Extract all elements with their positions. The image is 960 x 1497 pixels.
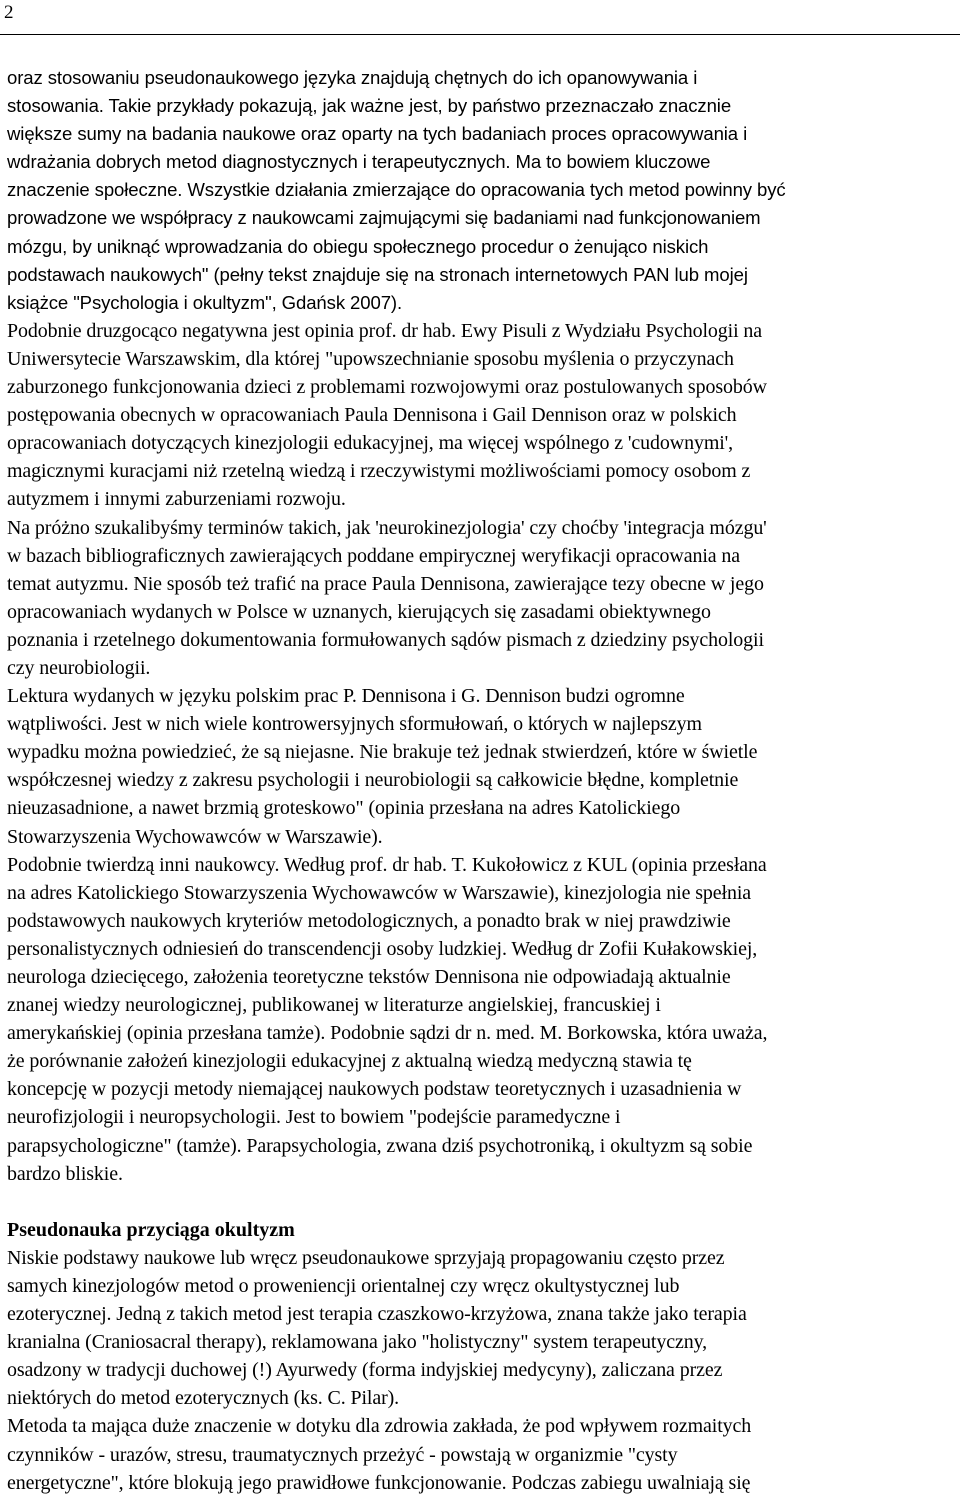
text-line: Lektura wydanych w języku polskim prac P. Dennisona i G. Dennison budzi ogromne [7, 685, 685, 708]
body-text-block [7, 64, 955, 1188]
text-line: wątpliwości. Jest w nich wiele kontrowersyjnych sformułowań, o których w najlepszym [7, 713, 702, 736]
text-line: czynników - urazów, stresu, traumatycznych przeżyć - powstają w organizmie "cysty [7, 1443, 678, 1466]
text-line: magicznymi kuracjami niż rzetelną wiedzą i rzeczywistymi możliwościami pomocy osobom z [7, 460, 751, 483]
text-line: wdrażania dobrych metod diagnostycznych i terapeutycznych. Ma to bowiem kluczowe [7, 151, 711, 173]
text-line: autyzmem i innymi zaburzeniami rozwoju. [7, 488, 346, 511]
text-line: opracowaniach wydanych w Polsce w uznanych, kierujących się zasadami obiektywnego [7, 600, 711, 623]
text-line: poznania i rzetelnego dokumentowania formułowanych sądów pismach z dziedziny psychologii [7, 628, 764, 651]
text-line: że porównanie założeń kinezjologii edukacyjnej z aktualną wiedzą medyczną stawia tę [7, 1050, 692, 1073]
text-line: Metoda ta mająca duże znaczenie w dotyku dla zdrowia zakłada, że pod wpływem rozmaitych [7, 1415, 752, 1438]
text-line: Uniwersytecie Warszawskim, dla której "upowszechnianie sposobu myślenia o przyczynach [7, 347, 734, 370]
page-number: 2 [4, 2, 14, 23]
text-line: mózgu, by uniknąć wprowadzania do obiegu społecznego procedur o żenująco niskich [7, 235, 709, 257]
section-heading: Pseudonauka przyciąga okultyzm [7, 1218, 295, 1241]
text-line: ezoterycznej. Jedną z takich metod jest terapia czaszkowo-krzyżowa, znana także jako terapia [7, 1303, 747, 1326]
text-line: Podobnie druzgocąco negatywna jest opinia prof. dr hab. Ewy Pisuli z Wydziału Psychologii na [7, 319, 763, 342]
text-line: współczesnej wiedzy z zakresu psychologii i neurobiologii są całkowicie błędne, kompletnie [7, 769, 739, 792]
text-line: personalistycznych odniesień do transcendencji osoby ludzkiej. Według dr Zofii Kułakowskiej, [7, 937, 758, 960]
text-line: kranialna (Craniosacral therapy), reklamowana jako "holistyczny" system terapeutyczny, [7, 1331, 708, 1354]
text-line: wypadku można powiedzieć, że są niejasne. Nie brakuje też jednak stwierdzeń, które w świetle [7, 741, 758, 764]
section-text-block [7, 1244, 955, 1497]
text-line: czy neurobiologii. [7, 656, 151, 679]
text-line: energetyczne", które blokują jego prawidłowe funkcjonowanie. Podczas zabiegu uwalniają się [7, 1471, 751, 1494]
text-line: stosowania. Takie przykłady pokazują, jak ważne jest, by państwo przeznaczało znacznie [7, 95, 732, 117]
text-line: podstawach naukowych" (pełny tekst znajduje się na stronach internetowych PAN lub mojej [7, 263, 748, 285]
text-line: podstawowych naukowych kryteriów metodologicznych, a ponadto brak w niej prawdziwie [7, 909, 731, 932]
text-line: koncepcję w pozycji metody niemającej naukowych podstaw teoretycznych i uzasadnienia w [7, 1078, 742, 1101]
document-body [7, 64, 955, 1497]
text-line: Na próżno szukalibyśmy terminów takich, jak 'neurokinezjologia' czy choćby 'integracja mózgu' [7, 516, 767, 539]
header-divider [0, 34, 960, 35]
text-line: Niskie podstawy naukowe lub wręcz pseudonaukowe sprzyjają propagowaniu często przez [7, 1246, 725, 1269]
text-line: osadzony w tradycji duchowej (!) Ayurwedy (forma indyjskiej medycyny), zaliczana przez [7, 1359, 723, 1382]
text-line: znaczenie społeczne. Wszystkie działania zmierzające do opracowania tych metod powinny być [7, 179, 786, 201]
text-line: amerykańskiej (opinia przesłana tamże). Podobnie sądzi dr n. med. M. Borkowska, która uważa, [7, 1022, 768, 1045]
text-line: neurologa dziecięcego, założenia teoretyczne tekstów Dennisona nie odpowiadają aktualnie [7, 966, 731, 988]
text-line: neurofizjologii i neuropsychologii. Jest to bowiem "podejście paramedyczne i [7, 1106, 621, 1129]
text-line: opracowaniach dotyczących kinezjologii edukacyjnej, ma więcej wspólnego z 'cudownymi', [7, 432, 734, 455]
text-line: Stowarzyszenia Wychowawców w Warszawie). [7, 825, 383, 848]
text-line: większe sumy na badania naukowe oraz oparty na tych badaniach proces opracowywania i [7, 123, 748, 145]
text-line: temat autyzmu. Nie sposób też trafić na prace Paula Dennisona, zawierające tezy obecne w jego [7, 572, 764, 595]
text-line: niektórych do metod ezoterycznych (ks. C. Pilar). [7, 1387, 400, 1410]
text-line: książce "Psychologia i okultyzm", Gdańsk 2007). [7, 291, 403, 313]
text-line: oraz stosowaniu pseudonaukowego języka znajdują chętnych do ich opanowywania i [7, 67, 698, 88]
text-line: parapsychologiczne" (tamże). Parapsychologia, zwana dziś psychotroniką, i okultyzm są sobie [7, 1134, 753, 1157]
text-line: bardzo bliskie. [7, 1162, 123, 1185]
text-line: samych kinezjologów metod o proweniencji orientalnej czy wręcz okultystycznej lub [7, 1274, 680, 1297]
text-line: zaburzonego funkcjonowania dzieci z problemami rozwojowymi oraz postulowanych sposobów [7, 376, 767, 399]
section-spacer [7, 1188, 955, 1216]
text-line: Podobnie twierdzą inni naukowcy. Według prof. dr hab. T. Kukołowicz z KUL (opinia przesłana [7, 853, 767, 876]
text-line: postępowania obecnych w opracowaniach Paula Dennisona i Gail Dennison oraz w polskich [7, 404, 737, 427]
text-line: nieuzasadnione, a nawet brzmią groteskowo" (opinia przesłana na adres Katolickiego [7, 797, 681, 820]
text-line: prowadzone we współpracy z naukowcami zajmującymi się badaniami nad funkcjonowaniem [7, 207, 761, 229]
text-line: w bazach bibliograficznych zawierających poddane empirycznej weryfikacji opracowania na [7, 544, 741, 567]
text-line: znanej wiedzy neurologicznej, publikowanej w literaturze angielskiej, francuskiej i [7, 994, 661, 1017]
text-line: na adres Katolickiego Stowarzyszenia Wychowawców w Warszawie), kinezjologia nie spełnia [7, 881, 752, 904]
